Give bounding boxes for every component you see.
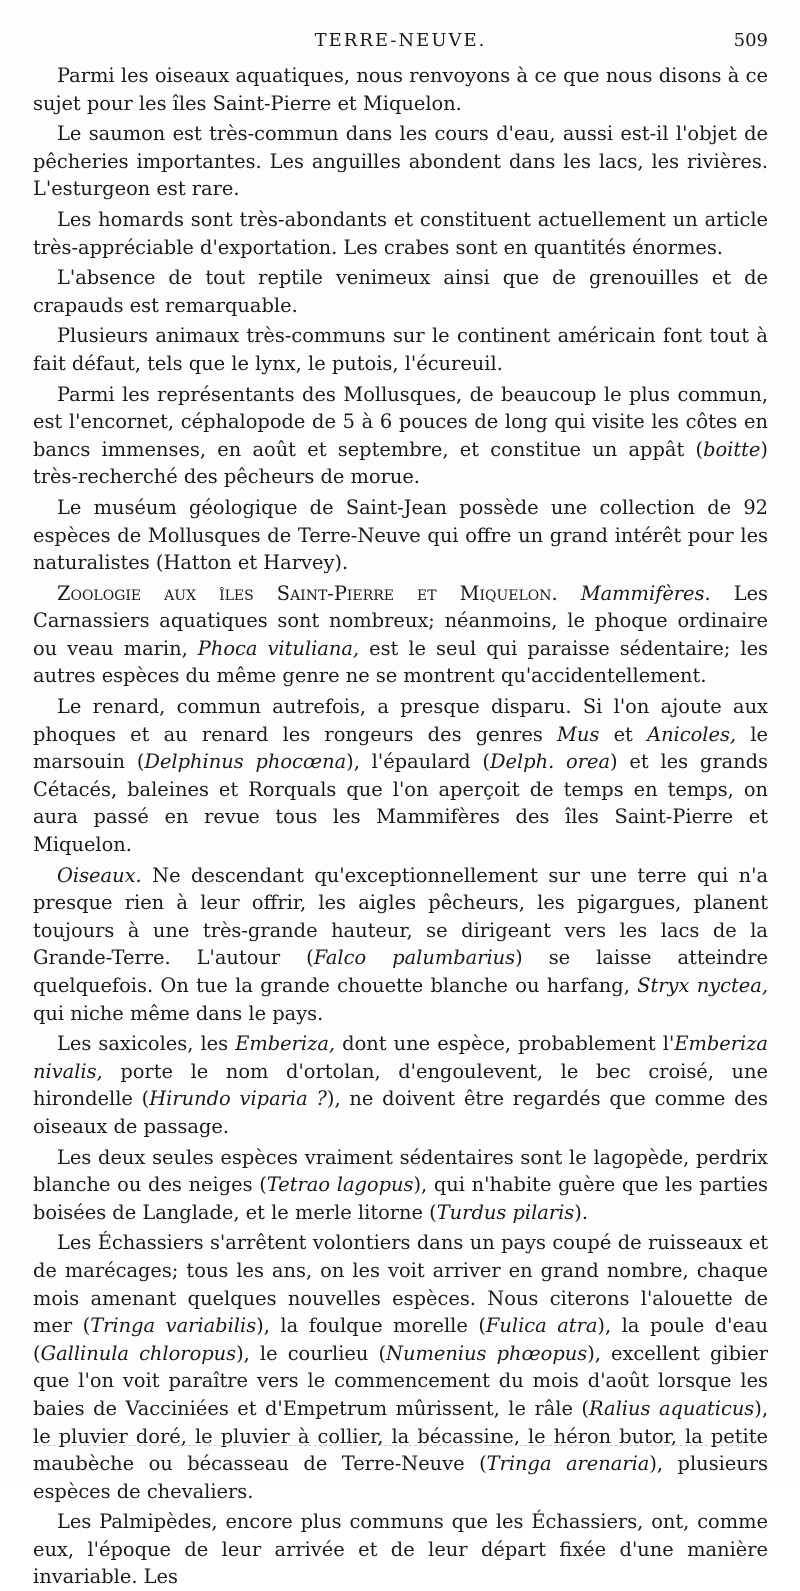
paragraph	[33, 381, 768, 491]
body-text	[33, 62, 768, 1591]
italic-run: Phoca vituliana,	[197, 636, 360, 660]
paragraph	[33, 120, 768, 203]
text-run: ), excellent gibier que l'on voit paraître vers le commencement du mois d'août lorsque les baies de Vacciniées et d'Empetrum mûrissent, le râle (	[33, 1341, 768, 1420]
text-run: ) très-recherché des pêcheurs de morue.	[33, 437, 768, 489]
paragraph	[33, 693, 768, 859]
paragraph	[33, 322, 768, 377]
text-run: ), plusieurs espèces de chevaliers.	[33, 1452, 768, 1503]
text-run: ), l'épaulard (	[346, 750, 490, 774]
text-run: Les homards sont très-abondants et constituent actuellement un article très-appréciable d'exportation. Les crabes sont en quantités énormes.	[33, 207, 768, 259]
paragraph	[33, 264, 768, 319]
text-run: ), la foulque morelle (	[256, 1314, 486, 1338]
italic-run: Hirundo viparia ?	[149, 1087, 327, 1111]
section-heading-run: Zoologie aux îles Saint-Pierre et Miquelon.	[57, 581, 558, 605]
paragraph	[33, 206, 768, 261]
paragraph	[33, 1144, 768, 1227]
italic-run: Gallinula chloropus	[40, 1341, 237, 1365]
footer-rule	[33, 1445, 753, 1446]
running-title: TERRE-NEUVE.	[314, 30, 487, 51]
text-run: Le saumon est très-commun dans les cours d'eau, aussi est-il l'objet de pêcheries importantes. Les anguilles abondent dans les lacs, les rivières. L'esturgeon est rare.	[33, 122, 768, 201]
italic-run: Anicoles,	[647, 722, 737, 746]
italic-run: Fulica atra	[485, 1314, 598, 1338]
italic-run: Mus	[557, 722, 600, 746]
text-run: est le seul qui paraisse sédentaire; les autres espèces du même genre ne se montrent qu'accidentellement.	[33, 636, 769, 688]
italic-run: Stryx nyctea,	[637, 974, 768, 997]
italic-run: Tringa arenaria	[486, 1452, 650, 1476]
paragraph	[33, 494, 768, 577]
paragraph	[33, 1030, 768, 1140]
paragraph	[33, 62, 768, 117]
page-header	[33, 30, 768, 60]
italic-run: boitte	[703, 437, 761, 461]
text-run: ), ne doivent être regardés que comme des oiseaux de passage.	[33, 1087, 768, 1138]
text-run: ) et les grands Cétacés, baleines et Rorquals que l'on aperçoit de temps en temps, on aura passé en revue tous les Mammifères des îles Saint-Pierre et Miquelon.	[33, 750, 769, 857]
paragraph	[33, 580, 768, 690]
text-run: et	[599, 722, 648, 746]
text-run: L'absence de tout reptile venimeux ainsi que de grenouilles et de crapauds est remarquable.	[33, 266, 768, 317]
text-run: Les Échassiers s'arrêtent volontiers dans un pays coupé de ruisseaux et de marécages; tous les ans, on les voit arriver en grand nombre, chaque mois amenant quelques nouvelles espèces. Nous citerons l'alouette de mer (	[33, 1231, 768, 1338]
text-run: dont une espèce, probablement l'	[335, 1032, 675, 1056]
text-run: ).	[574, 1200, 588, 1224]
text-run: Les Carnassiers aquatiques sont nombreux; néanmoins, le phoque ordinaire ou veau marin,	[33, 581, 769, 660]
italic-run: Delph. orea	[489, 750, 611, 774]
text-run: ), la poule d'eau (	[33, 1314, 768, 1365]
paragraph	[33, 1508, 768, 1591]
text-run: ) se laisse atteindre quelquefois. On tue la grande chouette blanche ou harfang,	[33, 946, 768, 997]
italic-run: Falco palumbarius	[313, 946, 516, 970]
text-run: Parmi les représentants des Mollusques, de beaucoup le plus commun, est l'encornet, céphalopode de 5 à 6 pouces de long qui visite les côtes en bancs immenses, en août et septembre, et constitue un appât (	[33, 382, 768, 461]
text-run: ), le courlieu (	[236, 1341, 387, 1365]
text-run: Les deux seules espèces vraiment sédentaires sont le lagopède, perdrix blanche ou des neiges (	[33, 1145, 768, 1197]
italic-run: Ralius aquaticus	[589, 1396, 755, 1420]
paragraph	[33, 862, 768, 1028]
italic-run: Emberiza,	[235, 1032, 336, 1056]
text-run: Le muséum géologique de Saint-Jean possède une collection de 92 espèces de Mollusques de Terre-Neuve qui offre un grand intérêt pour les naturalistes (Hatton et Harvey).	[33, 495, 768, 575]
italic-run: Tringa variabilis	[90, 1314, 257, 1338]
text-run: porte le nom d'ortolan, d'engoulevent, le bec croisé, une hirondelle (	[33, 1059, 768, 1111]
text-run: Les saxicoles, les	[57, 1032, 236, 1056]
italic-run: Tetrao lagopus	[266, 1173, 414, 1197]
page-number: 509	[733, 30, 768, 51]
paragraph	[33, 1229, 768, 1505]
text-run: Le renard, commun autrefois, a presque disparu. Si l'on ajoute aux phoques et au renard les rongeurs des genres	[33, 695, 768, 746]
text-run: ), le pluvier doré, le pluvier à collier, la bécassine, le héron butor, la petite maubèche ou bécasseau de Terre-Neuve (	[33, 1396, 768, 1476]
text-run: Parmi les oiseaux aquatiques, nous renvoyons à ce que nous disons à ce sujet pour les îles Saint-Pierre et Miquelon.	[33, 64, 768, 115]
italic-run: Delphinus phocœna	[144, 750, 347, 774]
text-run: le marsouin (	[33, 722, 768, 774]
italic-run: Emberiza nivalis,	[33, 1032, 768, 1083]
italic-run: Turdus pilaris	[436, 1200, 575, 1224]
text-run: ), qui n'habite guère que les parties boisées de Langlade, et le merle litorne (	[33, 1173, 768, 1224]
text-run: qui niche même dans le pays.	[33, 1001, 324, 1025]
italic-run: Mammifères.	[580, 581, 711, 605]
text-run	[558, 582, 581, 605]
italic-run: Numenius phœopus	[386, 1341, 588, 1365]
italic-run: Oiseaux.	[57, 863, 142, 887]
text-run: Les Palmipèdes, encore plus communs que les Échassiers, ont, comme eux, l'époque de leur arrivée et de leur départ fixée d'une manière invariable. Les	[33, 1510, 768, 1589]
text-run: Ne descendant qu'exceptionnellement sur une terre qui n'a presque rien à leur offrir, les aigles pêcheurs, les pigargues, planent toujours à une très-grande hauteur, se dirigeant vers les lacs de la Grande-Terre. L'autour (	[33, 863, 768, 970]
text-run: Plusieurs animaux très-communs sur le continent américain font tout à fait défaut, tels que le lynx, le putois, l'écureuil.	[33, 324, 768, 375]
